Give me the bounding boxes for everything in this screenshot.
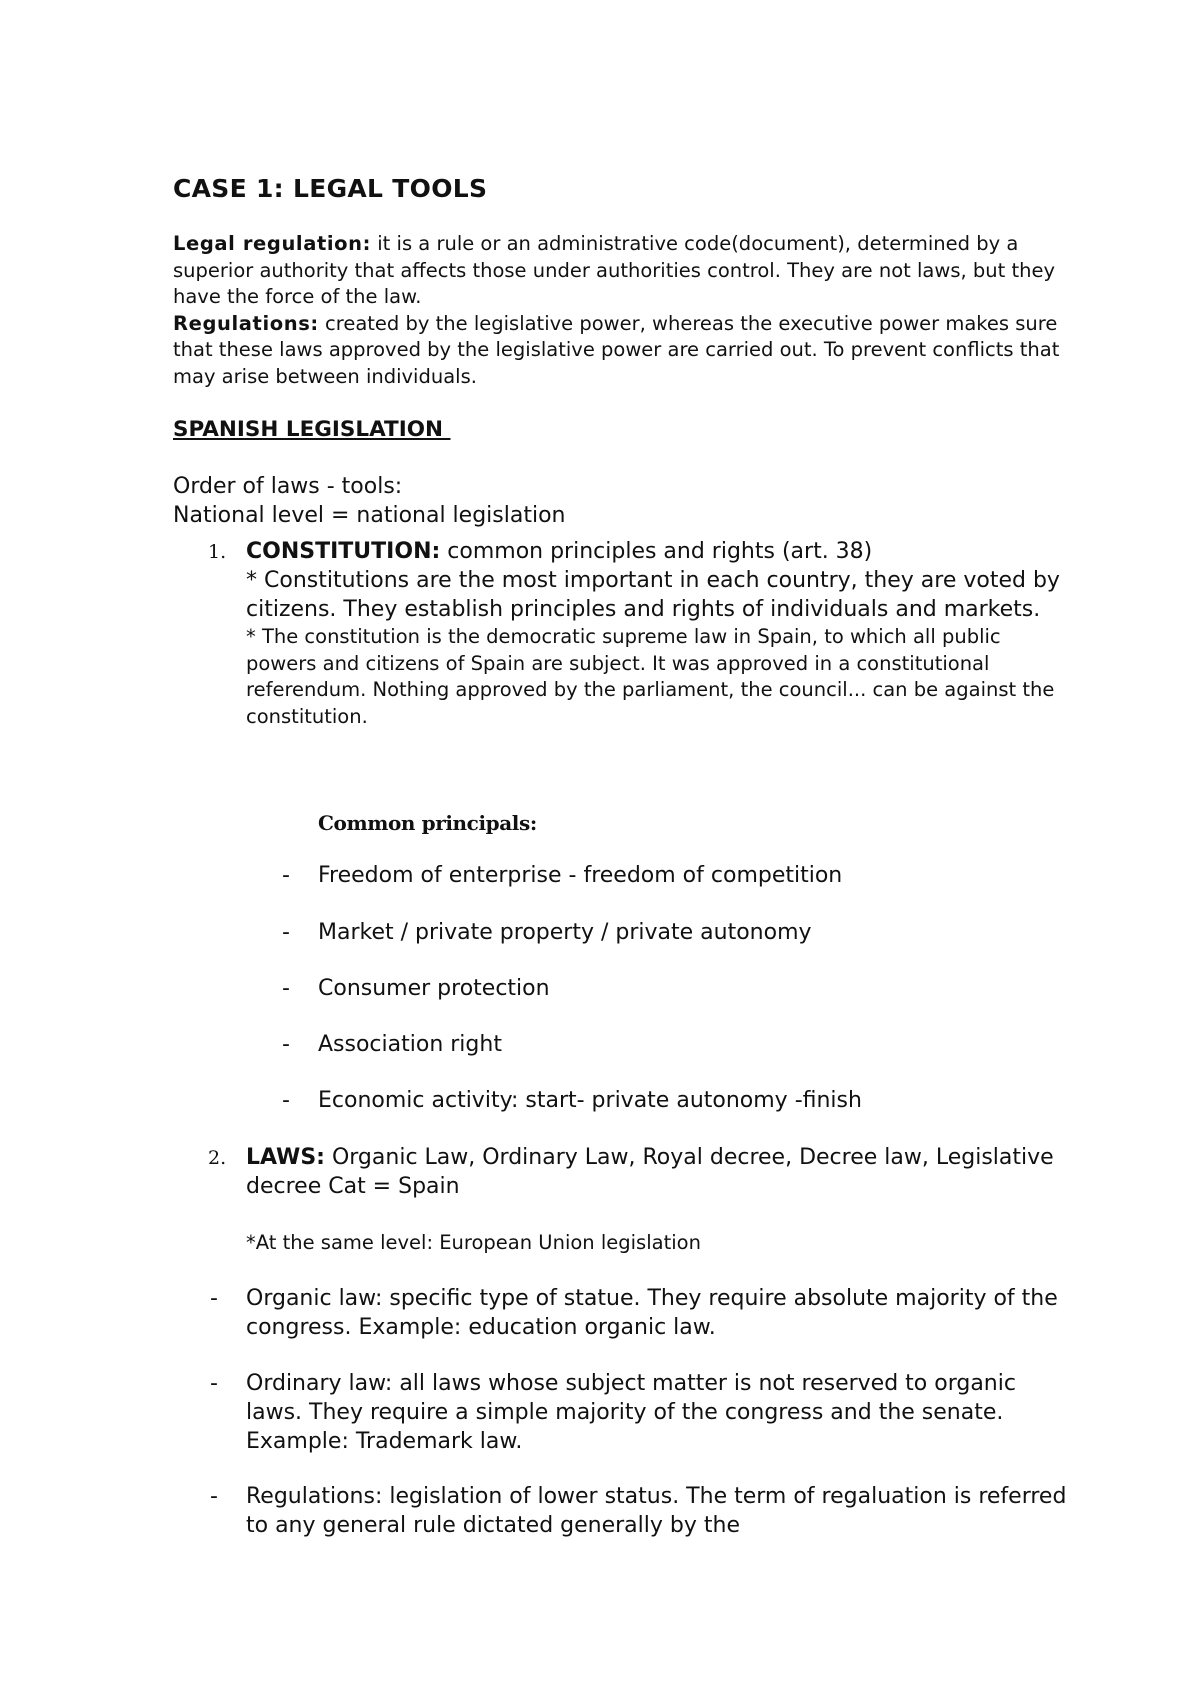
- document-title: CASE 1: LEGAL TOOLS: [173, 174, 488, 203]
- law-type-text: Ordinary law: all laws whose subject matter is not reserved to organic laws. They require a simple majority of the congress and the senate. Example: Trademark law.: [246, 1371, 1016, 1454]
- list-number-1: 1.: [208, 541, 227, 563]
- eu-legislation-note: *At the same level: European Union legislation: [246, 1231, 701, 1254]
- constitution-note-small: * The constitution is the democratic supreme law in Spain, to which all public powers and citizens of Spain are subject. It was approved in a constitutional referendum. Nothing approved by the parliament, the council... can be against the constitution.: [246, 625, 1055, 728]
- list-item: [282, 861, 842, 890]
- principle-text: Market / private property / private autonomy: [318, 920, 812, 945]
- law-type-text: Organic law: specific type of statue. They require absolute majority of the congress. Example: education organic law.: [246, 1286, 1058, 1340]
- dash-bullet: -: [282, 976, 290, 1001]
- common-principals-label: Common principals:: [318, 811, 537, 835]
- principle-text: Association right: [318, 1032, 502, 1057]
- intro-paragraph: [173, 231, 1073, 391]
- spanish-legislation-heading: SPANISH LEGISLATION: [173, 417, 451, 442]
- list-item: [282, 1030, 502, 1059]
- list-item: [210, 1482, 1070, 1540]
- national-line: National level = national legislation: [173, 503, 566, 528]
- laws-text: Organic Law, Ordinary Law, Royal decree, Decree law, Legislative decree Cat = Spain: [246, 1145, 1054, 1199]
- list-item: [282, 918, 812, 947]
- laws-item: [246, 1143, 1066, 1201]
- regulations-label: Regulations:: [173, 311, 319, 335]
- dash-bullet: -: [282, 1032, 290, 1057]
- list-item: [210, 1284, 1070, 1342]
- order-of-laws: [173, 472, 565, 530]
- principle-text: Consumer protection: [318, 976, 550, 1001]
- principle-text: Freedom of enterprise - freedom of competition: [318, 863, 843, 888]
- dash-bullet: -: [210, 1484, 218, 1509]
- list-number-2: 2.: [208, 1147, 227, 1169]
- laws-label: LAWS:: [246, 1145, 325, 1170]
- list-item: [282, 1086, 862, 1115]
- dash-bullet: -: [210, 1286, 218, 1311]
- constitution-note-big: * Constitutions are the most important in each country, they are voted by citizens. They establish principles and rights of individuals and markets.: [246, 568, 1060, 622]
- constitution-heading-line: [246, 537, 1066, 566]
- list-item: [210, 1369, 1070, 1456]
- order-line: Order of laws - tools:: [173, 474, 403, 499]
- legal-regulation-text: it is a rule or an administrative code(document), determined by a superior authority that affects those under authorities control. They are not laws, but they have the force of the law.: [173, 232, 1055, 309]
- constitution-text: common principles and rights (art. 38): [440, 539, 873, 564]
- dash-bullet: -: [282, 920, 290, 945]
- legal-regulation-label: Legal regulation:: [173, 232, 372, 255]
- dash-bullet: -: [282, 863, 290, 888]
- law-type-text: Regulations: legislation of lower status. The term of regaluation is referred to any general rule dictated generally by the: [246, 1484, 1067, 1538]
- constitution-label: CONSTITUTION:: [246, 539, 441, 564]
- constitution-item: [246, 537, 1066, 730]
- regulations-text: created by the legislative power, whereas the executive power makes sure that these laws approved by the legislative power are carried out. To prevent conflicts that may arise between individuals.: [173, 311, 1060, 388]
- principle-text: Economic activity: start- private autonomy -finish: [318, 1088, 862, 1113]
- list-item: [282, 974, 550, 1003]
- dash-bullet: -: [282, 1088, 290, 1113]
- dash-bullet: -: [210, 1371, 218, 1396]
